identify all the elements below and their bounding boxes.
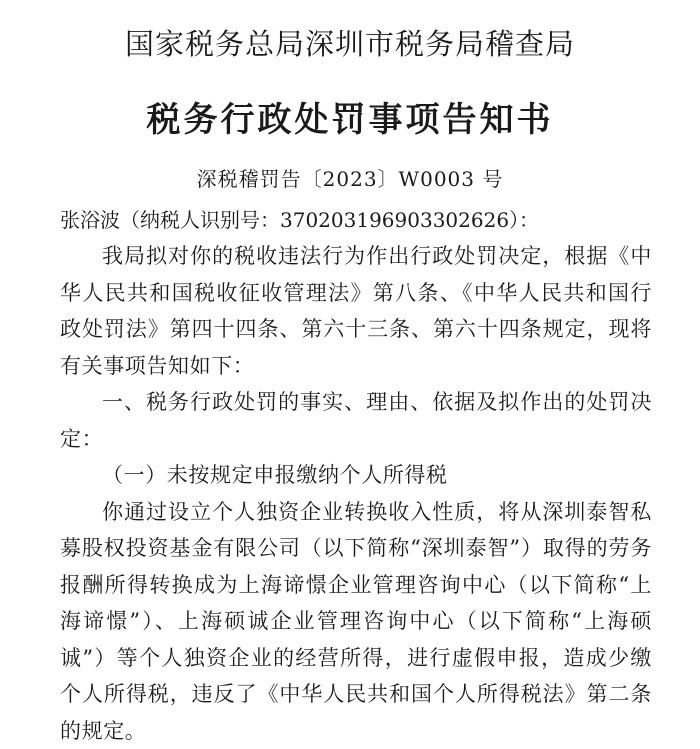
section-heading: 一、税务行政处罚的事实、理由、依据及拟作出的处罚决定： (60, 384, 652, 457)
subsection-heading: （一）未按规定申报缴纳个人所得税 (60, 457, 652, 494)
facts-paragraph: 你通过设立个人独资企业转换收入性质，将从深圳泰智私募股权投资基金有限公司（以下简称“深圳泰智”）取得的劳务报酬所得转换成为上海谛憬企业管理咨询中心（以下简称“上海谛憬”）、上海硕诚企业管理咨询中心（以下简称“上海硕诚”）等个人独资企业的经营所得，进行虚假申报，造成少缴个人所得税，违反了《中华人民共和国个人所得税法》第二条的规定。 (60, 494, 652, 749)
notice-body (60, 238, 652, 749)
document-number: 深税稽罚告〔2023〕W0003 号 (0, 163, 700, 192)
intro-paragraph: 我局拟对你的税收违法行为作出行政处罚决定，根据《中华人民共和国税收征收管理法》第八条、《中华人民共和国行政处罚法》第四十四条、第六十三条、第六十四条规定，现将有关事项告知如下： (60, 238, 652, 384)
issuing-agency: 国家税务总局深圳市税务局稽查局 (0, 22, 700, 63)
document-title: 税务行政处罚事项告知书 (0, 92, 700, 141)
addressee-line: 张浴波（纳税人识别号：370203196903302626）： (60, 204, 539, 233)
